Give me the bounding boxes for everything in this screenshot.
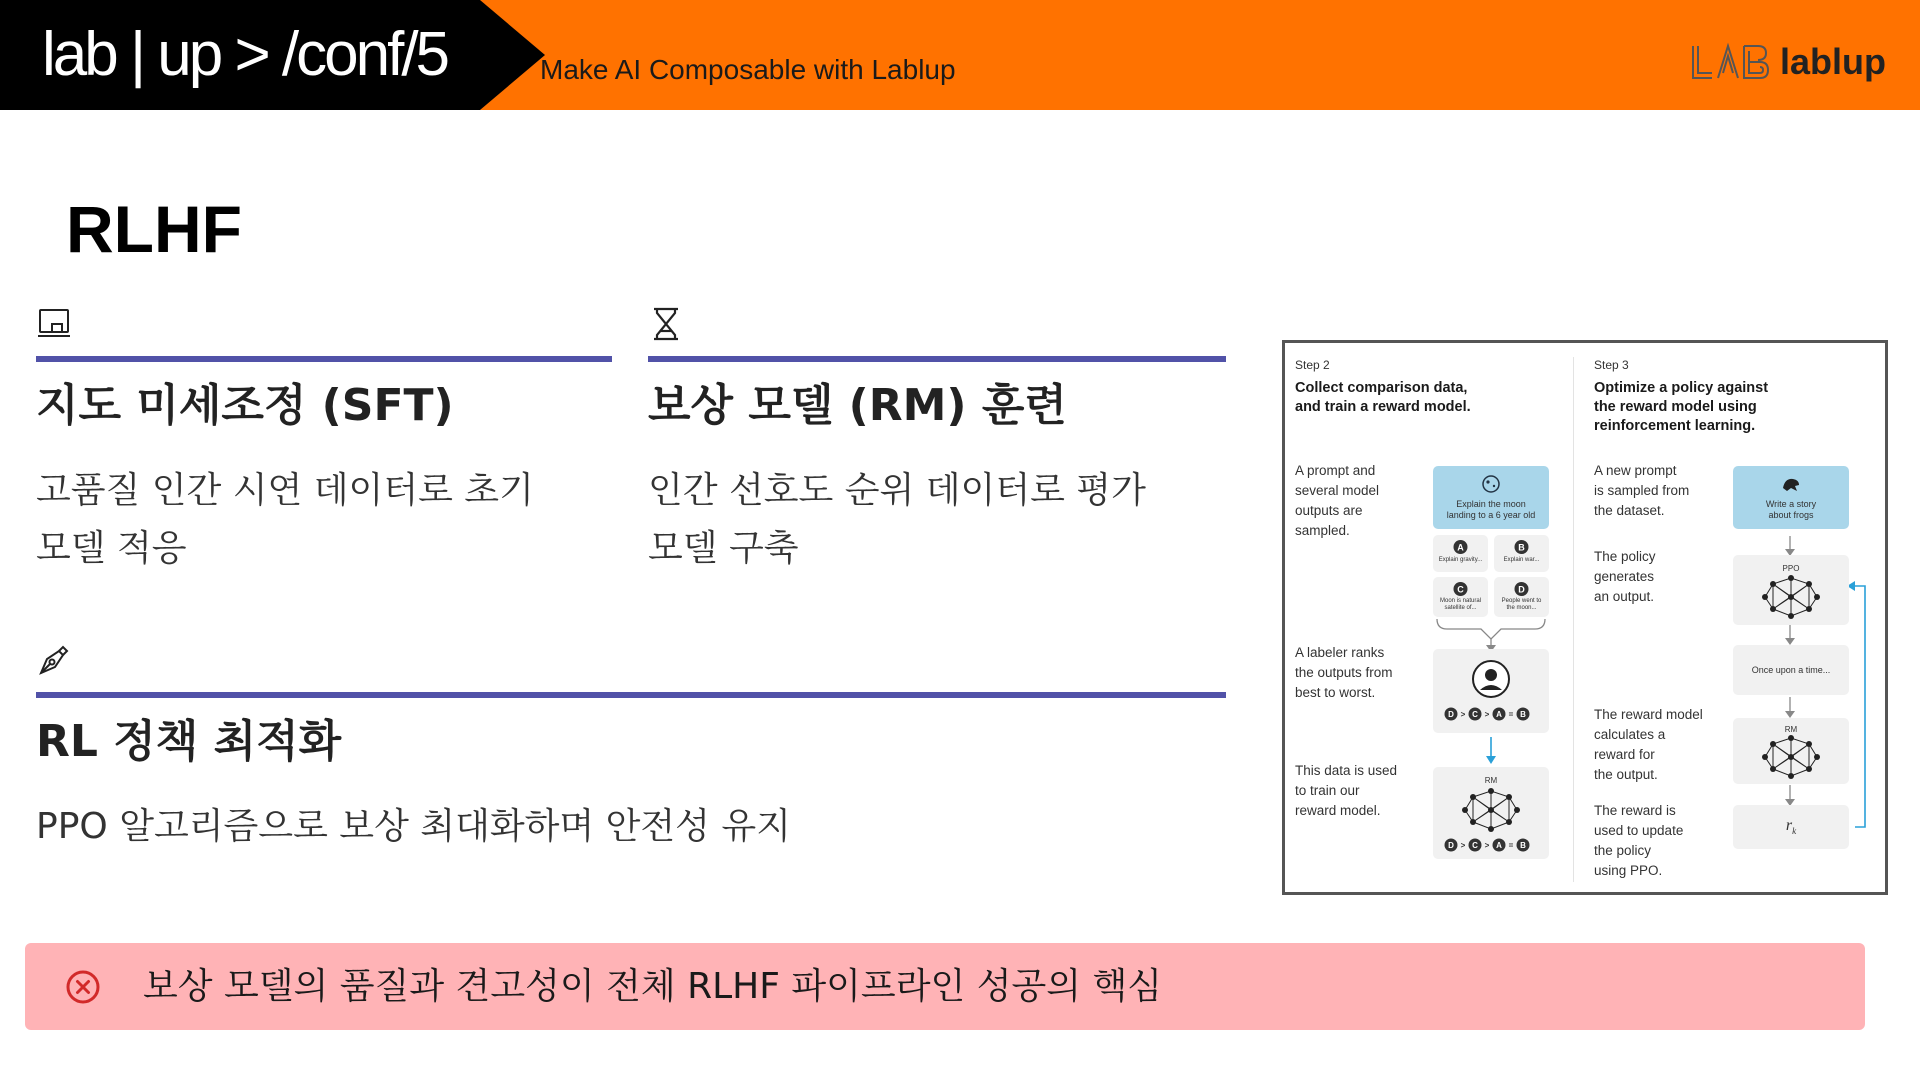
option-badge <box>1494 538 1549 558</box>
card-sft <box>36 306 612 576</box>
policy-box <box>1733 555 1849 625</box>
option-text: Explain war... <box>1503 557 1540 563</box>
rank-item: B <box>1520 710 1526 719</box>
step2-heading-line: Collect comparison data, <box>1295 380 1468 396</box>
lablup-logo-mark-icon <box>1690 42 1770 82</box>
step2-prompt-box <box>1433 466 1549 529</box>
step3-text-line: The reward is <box>1594 803 1676 818</box>
step3-text-3 <box>1594 705 1703 785</box>
step2-text-3 <box>1295 761 1397 821</box>
step2-text-line: This data is used <box>1295 763 1398 778</box>
option-box-a <box>1433 535 1488 572</box>
step2-text-line: best to worst. <box>1295 685 1376 700</box>
option-box-c <box>1433 577 1488 617</box>
step2-prompt-line: Explain the moon <box>1456 499 1526 509</box>
step2-text-line: reward model. <box>1295 803 1381 818</box>
reward-subscript: k <box>1792 826 1797 837</box>
step3-prompt-line: Write a story <box>1765 499 1817 509</box>
step2-text-line: several model <box>1295 483 1380 498</box>
card-rm <box>648 306 1226 576</box>
option-letter: B <box>1518 542 1525 553</box>
rank-operator: = <box>1508 841 1514 850</box>
rank-item: B <box>1520 841 1526 850</box>
rank-operator: > <box>1460 841 1466 850</box>
step3-text-4 <box>1594 801 1683 881</box>
option-letter: A <box>1457 542 1464 553</box>
card-description-line: 모델 적응 <box>36 528 187 569</box>
step2-text-2 <box>1295 643 1393 703</box>
card-description <box>36 462 534 578</box>
step2-text-line: outputs are <box>1295 503 1363 518</box>
callout-banner <box>25 943 1865 1030</box>
step3-heading-line: Optimize a policy against <box>1594 380 1769 396</box>
logo-wordmark: lablup <box>1780 41 1886 82</box>
pen-nib-icon <box>36 642 72 678</box>
step3-prompt-line: about frogs <box>1768 510 1814 520</box>
card-divider <box>36 692 1226 698</box>
lablup-logo <box>1690 42 1886 82</box>
step3-text-line: generates <box>1594 569 1655 584</box>
option-box-d <box>1494 577 1549 617</box>
step2-text-line: A labeler ranks <box>1295 645 1385 660</box>
rank-item: C <box>1472 710 1478 719</box>
neural-network-icon <box>1733 732 1849 782</box>
step3-text-line: reward for <box>1594 747 1655 762</box>
ppo-label: PPO <box>1782 564 1800 573</box>
step3-heading <box>1594 379 1768 436</box>
reward-model-box-step3 <box>1733 718 1849 784</box>
card-divider <box>36 356 612 362</box>
step3-heading-line: the reward model using <box>1594 399 1757 415</box>
step3-label: Step 3 <box>1594 358 1629 372</box>
ranking-row <box>1433 704 1549 724</box>
ranking-row <box>1433 835 1549 855</box>
rank-operator: > <box>1484 841 1490 850</box>
step2-heading <box>1295 379 1471 417</box>
card-description-line: 고품질 인간 시연 데이터로 초기 <box>36 470 534 511</box>
rm-label: RM <box>1784 725 1798 734</box>
step3-text-line: The policy <box>1594 549 1656 564</box>
header-tagline: Make AI Composable with Lablup <box>540 54 956 85</box>
rank-item: D <box>1448 841 1454 850</box>
card-title: 보상 모델 (RM) 훈련 <box>648 380 1067 431</box>
step2-text-line: to train our <box>1295 783 1360 798</box>
card-rl <box>36 642 1226 862</box>
step2-label: Step 2 <box>1295 358 1330 372</box>
card-description-line: 인간 선호도 순위 데이터로 평가 <box>648 470 1146 511</box>
rm-label: RM <box>1484 776 1498 785</box>
card-divider <box>648 356 1226 362</box>
step2-text-1 <box>1295 461 1379 541</box>
rank-operator: = <box>1508 710 1514 719</box>
step3-prompt-box <box>1733 466 1849 529</box>
reward-model-box <box>1433 767 1549 859</box>
reward-symbol <box>1733 817 1849 840</box>
option-text: Explain gravity... <box>1438 557 1483 563</box>
output-text: Once upon a time... <box>1751 665 1831 675</box>
step2-text-line: the outputs from <box>1295 665 1393 680</box>
rank-operator: > <box>1484 710 1490 719</box>
step3-text-line: used to update <box>1594 823 1684 838</box>
step3-text-line: the policy <box>1594 843 1652 858</box>
rank-item: C <box>1472 841 1478 850</box>
page-title: RLHF <box>66 192 242 266</box>
labeler-box <box>1433 649 1549 733</box>
step2-prompt-line: landing to a 6 year old <box>1446 510 1536 520</box>
output-box <box>1733 645 1849 695</box>
rank-operator: > <box>1460 710 1466 719</box>
step3-text-line: using PPO. <box>1594 863 1663 878</box>
rank-item: D <box>1448 710 1454 719</box>
rlhf-diagram-figure <box>1282 340 1888 895</box>
step2-text-line: sampled. <box>1295 523 1350 538</box>
step3-text-line: calculates a <box>1594 727 1666 742</box>
option-text: Moon is natural satellite of... <box>1439 598 1482 611</box>
step3-text-line: an output. <box>1594 589 1655 604</box>
frog-icon <box>1733 471 1849 499</box>
conference-brand: lab | up > /conf/5 <box>42 20 448 89</box>
hourglass-icon <box>648 306 684 342</box>
callout-text: 보상 모델의 품질과 견고성이 전체 RLHF 파이프라인 성공의 핵심 <box>143 966 1163 1007</box>
card-title: RL 정책 최적화 <box>36 716 342 767</box>
step2-heading-line: and train a reward model. <box>1295 399 1471 415</box>
moon-icon <box>1433 470 1549 500</box>
card-description-line: PPO 알고리즘으로 보상 최대화하며 안전성 유지 <box>36 806 791 847</box>
card-description <box>648 462 1146 578</box>
option-box-b <box>1494 535 1549 572</box>
laptop-icon <box>36 306 72 342</box>
step3-text-line: is sampled from <box>1594 483 1690 498</box>
option-badge <box>1494 580 1549 600</box>
reward-symbol-r: r <box>1785 817 1793 834</box>
step3-text-1 <box>1594 461 1689 521</box>
option-badge <box>1433 580 1488 600</box>
x-circle-icon <box>65 969 101 1005</box>
rank-item: A <box>1496 841 1502 850</box>
step3-heading-line: reinforcement learning. <box>1594 418 1756 434</box>
step3-text-line: the dataset. <box>1594 503 1665 518</box>
step2-text-line: A prompt and <box>1295 463 1376 478</box>
neural-network-icon <box>1433 785 1549 835</box>
card-title: 지도 미세조정 (SFT) <box>36 380 454 431</box>
step3-text-line: A new prompt <box>1594 463 1677 478</box>
card-description-line: 모델 구축 <box>648 528 799 569</box>
rank-item: A <box>1496 710 1502 719</box>
option-badge <box>1433 538 1488 558</box>
option-letter: C <box>1457 584 1464 595</box>
step3-prompt-text <box>1733 499 1849 521</box>
step2-prompt-text <box>1433 499 1549 521</box>
reward-box <box>1733 805 1849 849</box>
step3-text-2 <box>1594 547 1656 607</box>
step3-text-line: The reward model <box>1594 707 1703 722</box>
option-letter: D <box>1518 584 1525 595</box>
header-bar <box>0 0 1920 110</box>
option-text: People went to the moon... <box>1501 598 1542 611</box>
step3-text-line: the output. <box>1594 767 1658 782</box>
card-description <box>36 798 791 856</box>
neural-network-icon <box>1733 572 1849 622</box>
